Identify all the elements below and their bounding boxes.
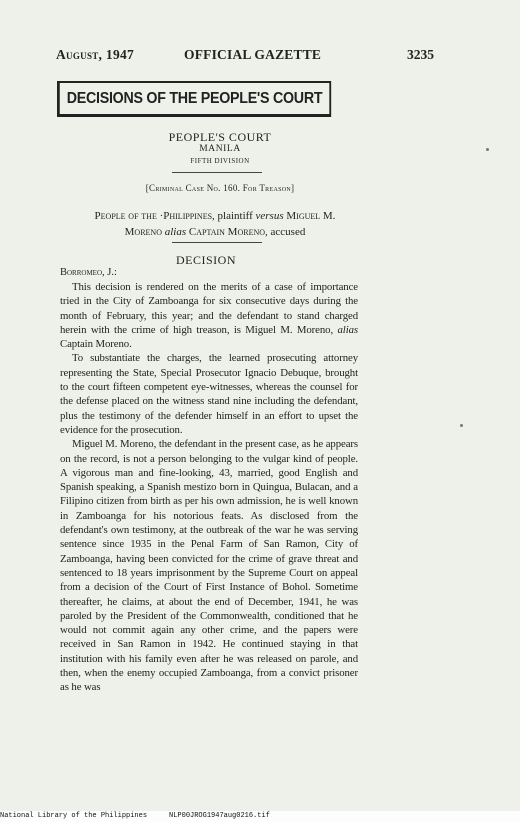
header-page-number: 3235 bbox=[407, 47, 434, 62]
paragraph-text: To substantiate the charges, the learned prosecuting attorney representing the State, Special Prosecutor Ignacio Debuque, brought to the court fifteen competent eye-witnesses, whereas the counsel for the defense placed on the witness stand nine including the defendant, plus the testimony of the defender himself in an effort to upset the evidence for the prosecution. bbox=[60, 352, 358, 436]
paragraph-italic: alias bbox=[337, 323, 358, 336]
paragraph bbox=[60, 437, 358, 694]
parties-defendant-alias: Captain Moreno, bbox=[186, 226, 268, 238]
banner-title: DECISIONS OF THE PEOPLE'S COURT bbox=[66, 90, 323, 107]
parties-plaintiff: People of the ·Philippines, bbox=[94, 210, 215, 222]
court-division: FIFTH DIVISION bbox=[190, 157, 250, 165]
decision-heading: DECISION bbox=[176, 253, 236, 267]
scan-speck bbox=[486, 148, 489, 151]
paragraph-text: Miguel M. Moreno, the defendant in the present case, as he appears on the record, is not a person belonging to the vulgar kind of people. A vigorous man and fine-looking, 43, married, good English and Spanish speaking, a Spanish mestizo born in Quingua, Bulacan, and a Filipino citizen from birth as per his own admission, he is well known in Zamboanga for his notorious feats. As disclosed from the defendant's own testimony, at the outbreak of the war he was serving sentence since 1935 in the Penal Farm of San Ramon, City of Zamboanga, having been convicted for the crime of grave threat and sentenced to 18 years imprisonment by the Supreme Court on appeal from a decision of the Court of First Instance of Bohol. Sometime thereafter, he claims, at about the end of December, 1941, he was paroled by the President of the Commonwealth, conditioned that he would not commit again any other crime, and the papers were received in San Ramon in 1942. He continued staying in that institution with his family even after he was released on parole, and then, when the enemy occupied Zamboanga, from a convict prisoner as he was bbox=[60, 438, 358, 694]
decision-body bbox=[60, 280, 358, 695]
parties-defendant-first: Miguel M. bbox=[283, 210, 336, 222]
court-name: PEOPLE'S COURT bbox=[168, 130, 272, 144]
paragraph-text: Captain Moreno. bbox=[60, 338, 132, 351]
court-city: MANILA bbox=[199, 144, 241, 154]
parties-alias: alias bbox=[164, 226, 187, 238]
parties-versus: versus bbox=[255, 210, 284, 222]
scan-speck bbox=[460, 424, 463, 427]
footer-library: National Library of the Philippines bbox=[0, 812, 148, 820]
header-publication: OFFICIAL GAZETTE bbox=[184, 47, 322, 62]
case-number: [Criminal Case No. 160. For Treason] bbox=[145, 183, 295, 193]
header-date: August, 1947 bbox=[56, 47, 135, 62]
parties-role-plaintiff: plaintiff bbox=[214, 210, 256, 222]
parties-role-accused: accused bbox=[267, 226, 306, 238]
paragraph-text: This decision is rendered on the merits of a case of importance tried in the City of Zamboanga for six consecutive days during the month of February, this year; and the defendant to stand charged herein with the crime of high treason, is Miguel M. Moreno, bbox=[60, 281, 358, 336]
case-parties bbox=[60, 208, 370, 240]
paragraph bbox=[60, 280, 358, 351]
paragraph bbox=[60, 351, 358, 437]
judge-name: Borromeo, J.: bbox=[60, 267, 117, 278]
section-banner bbox=[57, 81, 331, 117]
scan-footer bbox=[0, 811, 520, 822]
divider-rule bbox=[172, 172, 262, 173]
footer-filename: NLP00JROG1947aug0216.tif bbox=[169, 812, 270, 820]
divider-rule bbox=[172, 242, 262, 243]
parties-defendant-last: Moreno bbox=[124, 226, 165, 238]
running-head bbox=[56, 47, 434, 65]
